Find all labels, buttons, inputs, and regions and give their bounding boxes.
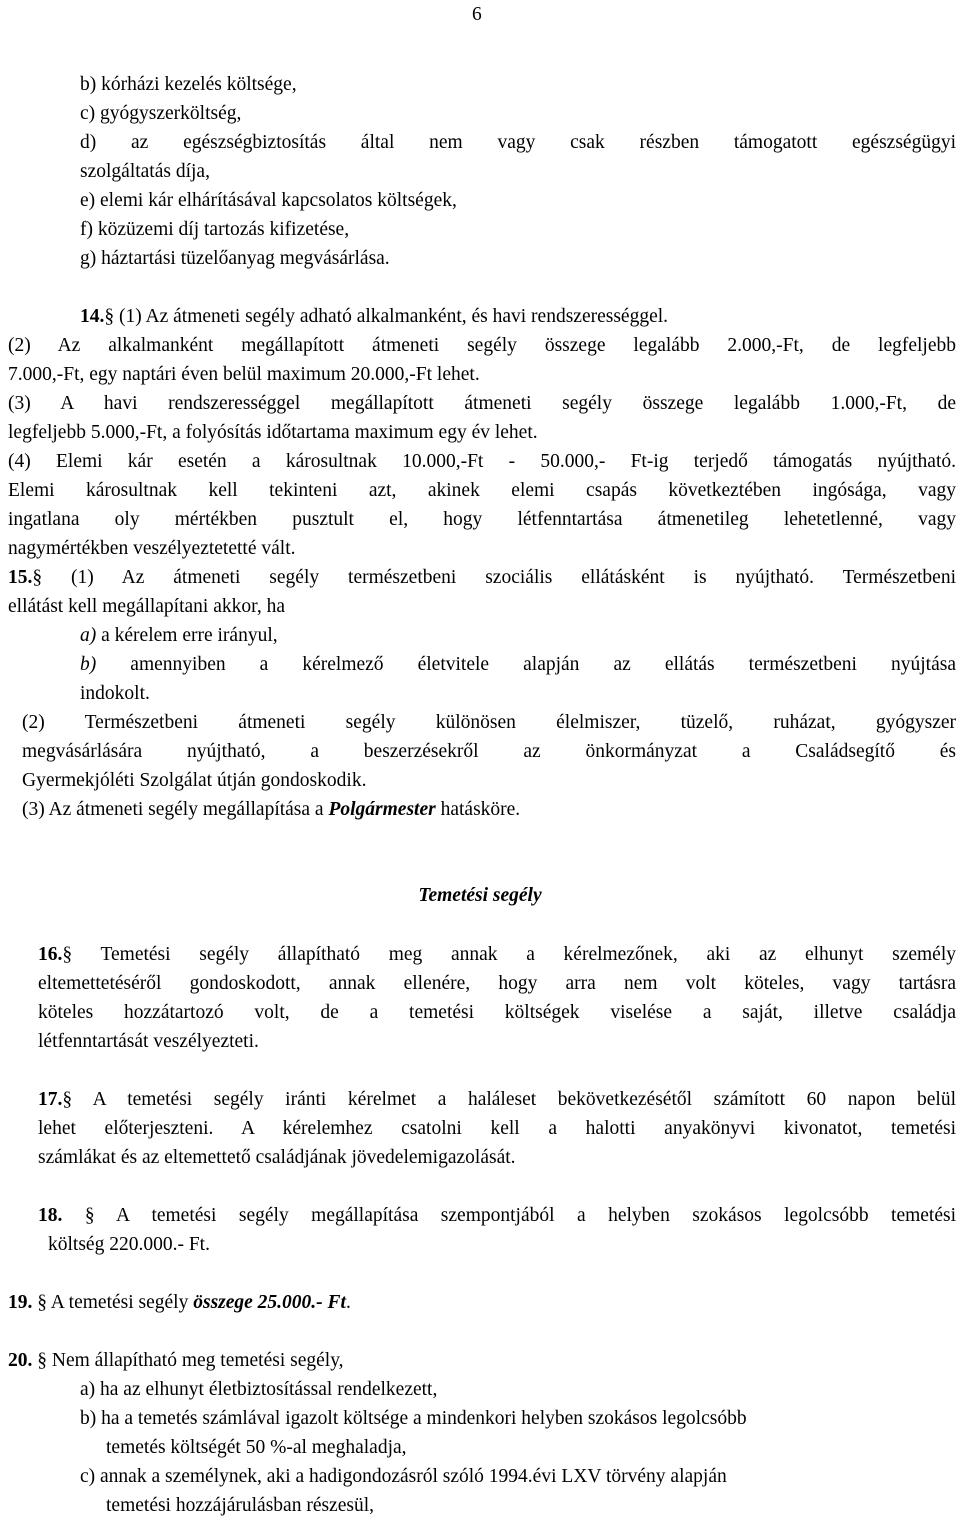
- section-number: 18.: [38, 1205, 63, 1226]
- paragraph-line: költség 220.000.- Ft.: [48, 1234, 210, 1255]
- section-number: 19.: [8, 1292, 33, 1313]
- section-number: 20.: [8, 1350, 33, 1371]
- section-number: 14.: [80, 306, 105, 327]
- list-item: b) kórházi kezelés költsége,: [80, 74, 297, 95]
- paragraph-sign: §: [37, 1292, 47, 1313]
- paragraph-line: Gyermekjóléti Szolgálat útján gondoskodik.: [22, 770, 367, 791]
- list-item: [80, 650, 956, 679]
- emphasis-text: összege 25.000.- Ft: [193, 1292, 346, 1313]
- paragraph-line: (2) Természetbeni átmeneti segély különösen élelmiszer, tüzelő, ruházat, gyógyszer: [22, 712, 956, 733]
- list-item: g) háztartási tüzelőanyag megvásárlása.: [80, 248, 390, 269]
- section-16-line: [38, 940, 956, 969]
- list-item: e) elemi kár elhárításával kapcsolatos költségek,: [80, 190, 457, 211]
- list-item: b) ha a temetés számlával igazolt költsége a mindenkori helyben szokásos legolcsóbb: [80, 1408, 747, 1429]
- list-item: f) közüzemi díj tartozás kifizetése,: [80, 219, 350, 240]
- text-segment: (3) Az átmeneti segély megállapítása a: [22, 799, 329, 820]
- section-text: (1) Az átmeneti segély természetbeni szociális ellátásként is nyújtható. Természetbeni: [42, 567, 956, 588]
- list-item: d) az egészségbiztosítás által nem vagy csak részben támogatott egészségügyi: [80, 132, 956, 153]
- list-item: c) annak a személynek, aki a hadigondozásról szóló 1994.évi LXV törvény alapján: [80, 1466, 727, 1487]
- section-18-line: [38, 1201, 956, 1230]
- list-item: a) ha az elhunyt életbiztosítással rendelkezett,: [80, 1379, 438, 1400]
- section-number: 15.: [8, 567, 33, 588]
- list-item-continued: indokolt.: [80, 683, 150, 704]
- paragraph-sign: §: [62, 1089, 73, 1110]
- paragraph-line: létfenntartását veszélyezteti.: [38, 1031, 259, 1052]
- paragraph-line: köteles hozzátartozó volt, de a temetési költségek viselése a saját, illetve családja: [38, 1002, 956, 1023]
- paragraph-line: Elemi károsultnak kell tekinteni azt, akinek elemi csapás következtében ingósága, vagy: [8, 480, 956, 501]
- emphasis-text: Polgármester: [328, 799, 436, 820]
- item-label: b): [80, 654, 97, 675]
- paragraph-line: 7.000,-Ft, egy naptári éven belül maximum 20.000,-Ft lehet.: [8, 364, 480, 385]
- paragraph-line: nagymértékben veszélyeztetetté vált.: [8, 538, 296, 559]
- section-text: A temetési segély iránti kérelmet a haláleset bekövetkezésétől számított 60 napon belül: [72, 1089, 956, 1110]
- section-17-line: [38, 1085, 956, 1114]
- paragraph-line: (4) Elemi kár esetén a károsultnak 10.000,-Ft - 50.000,- Ft-ig terjedő támogatás nyújtható.: [8, 451, 956, 472]
- item-text: a kérelem erre irányul,: [96, 625, 278, 646]
- section-number: 16.: [38, 944, 63, 965]
- list-item: szolgáltatás díja,: [80, 161, 210, 182]
- paragraph-line: (2) Az alkalmanként megállapított átmeneti segély összege legalább 2.000,-Ft, de legfeljebb: [8, 335, 956, 356]
- paragraph-line: (3) A havi rendszerességgel megállapított átmeneti segély összege legalább 1.000,-Ft, de: [8, 393, 956, 414]
- list-item-continued: temetési hozzájárulásban részesül,: [106, 1495, 375, 1516]
- section-text: (1) Az átmeneti segély adható alkalmanként, és havi rendszerességgel.: [114, 306, 669, 327]
- paragraph-sign: §: [84, 1205, 95, 1226]
- section-text: A temetési segély megállapítása szempontjából a helyben szokásos legolcsóbb temetési: [94, 1205, 956, 1226]
- section-number: 17.: [38, 1089, 63, 1110]
- section-heading: Temetési segély: [418, 885, 542, 906]
- paragraph-sign: §: [62, 944, 73, 965]
- list-item-continued: temetés költségét 50 %-al meghaladja,: [106, 1437, 407, 1458]
- paragraph-line: ellátást kell megállapítani akkor, ha: [8, 596, 285, 617]
- section-15-line: [8, 563, 956, 592]
- paragraph-line: [22, 795, 520, 824]
- section-20-line: [8, 1346, 344, 1375]
- paragraph-line: lehet előterjeszteni. A kérelemhez csatolni kell a halotti anyakönyvi kivonatot, temetési: [38, 1118, 956, 1139]
- text-segment: .: [345, 1292, 351, 1313]
- paragraph-line: eltemettetéséről gondoskodott, annak ellenére, hogy arra nem volt köteles, vagy tartásra: [38, 973, 956, 994]
- list-item: c) gyógyszerköltség,: [80, 103, 242, 124]
- item-label: a): [80, 625, 97, 646]
- page-number: 6: [472, 4, 482, 25]
- section-14-line: [80, 302, 668, 331]
- paragraph-line: legfeljebb 5.000,-Ft, a folyósítás időtartama maximum egy év lehet.: [8, 422, 538, 443]
- text-segment: hatásköre.: [435, 799, 521, 820]
- section-text: Nem állapítható meg temetési segély,: [47, 1350, 344, 1371]
- list-item: [80, 621, 278, 650]
- paragraph-line: megvásárlására nyújtható, a beszerzésekről az önkormányzat a Családsegítő és: [22, 741, 956, 762]
- paragraph-sign: §: [104, 306, 115, 327]
- paragraph-sign: §: [32, 567, 43, 588]
- section-text: Temetési segély állapítható meg annak a kérelmezőnek, aki az elhunyt személy: [72, 944, 956, 965]
- paragraph-line: ingatlana oly mértékben pusztult el, hogy létfenntartása átmenetileg lehetetlenné, vagy: [8, 509, 956, 530]
- paragraph-line: számlákat és az eltemettető családjának jövedelemigazolását.: [38, 1147, 516, 1168]
- text-segment: A temetési segély: [47, 1292, 194, 1313]
- paragraph-sign: §: [37, 1350, 47, 1371]
- section-19-line: [8, 1288, 351, 1317]
- item-text: amennyiben a kérelmező életvitele alapján az ellátás természetbeni nyújtása: [96, 654, 956, 675]
